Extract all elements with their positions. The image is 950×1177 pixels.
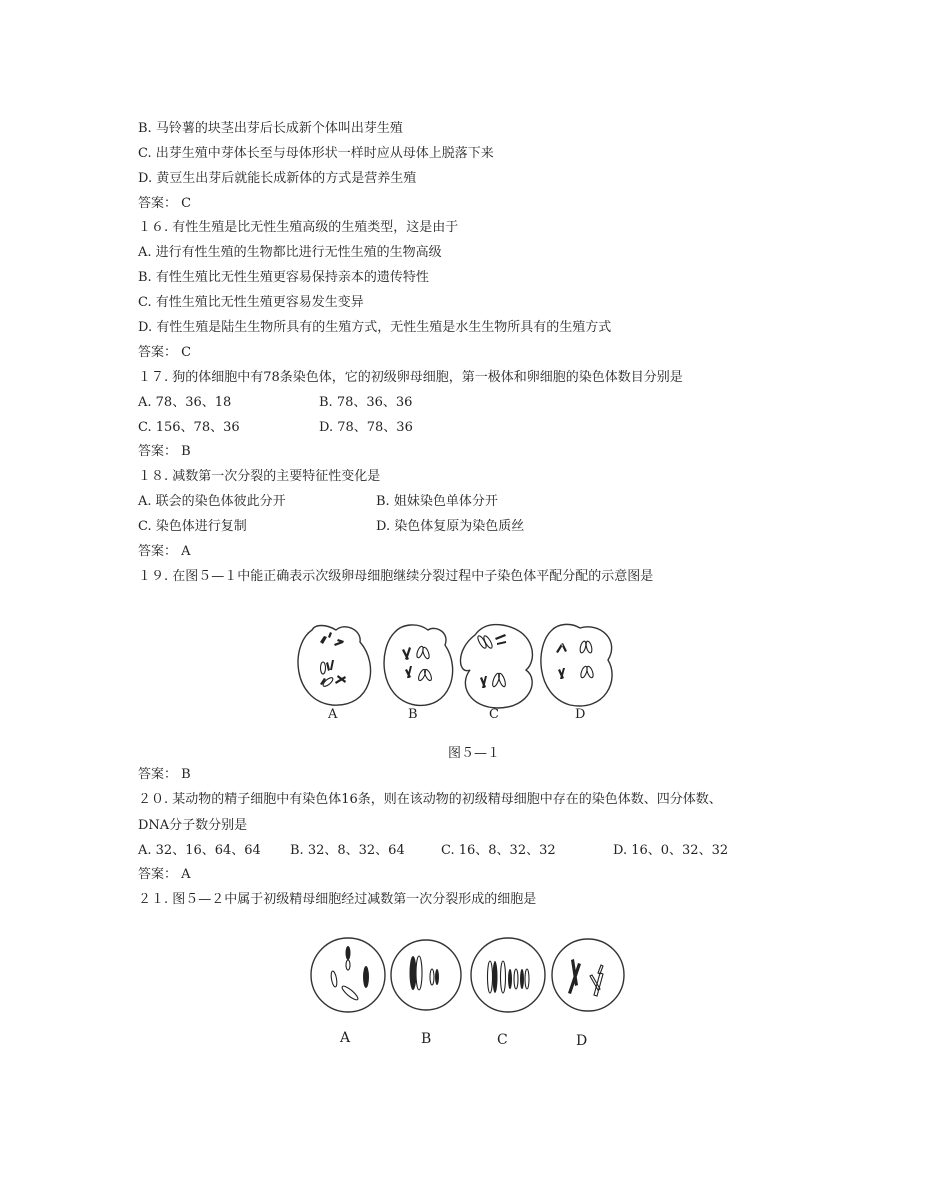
q16-option-a: A. 进行有性生殖的生物都比进行无性生殖的生物高级 xyxy=(138,245,442,260)
q20-answer: 答案： A xyxy=(138,867,191,882)
figure-5-2-cell-d xyxy=(552,939,624,1011)
q18-answer: 答案： A xyxy=(138,544,191,559)
q16-option-c: C. 有性生殖比无性生殖更容易发生变异 xyxy=(138,295,364,310)
q18-stem: １８. 减数第一次分裂的主要特征性变化是 xyxy=(138,469,381,484)
q19-stem: １９. 在图５—１中能正确表示次级卵母细胞继续分裂过程中子染色体平配分配的示意图是 xyxy=(138,569,654,584)
q18-option-a: A. 联会的染色体彼此分开 xyxy=(138,494,286,509)
figure-5-2-cell-c xyxy=(471,938,545,1012)
figure-5-1-label-b: B xyxy=(408,707,418,722)
q16-option-b: B. 有性生殖比无性生殖更容易保持亲本的遗传特性 xyxy=(138,270,429,285)
q15-option-c: C. 出芽生殖中芽体长至与母体形状一样时应从母体上脱落下来 xyxy=(138,146,494,161)
q21-stem: ２１. 图５—２中属于初级精母细胞经过减数第一次分裂形成的细胞是 xyxy=(138,892,537,907)
q17-stem: １７. 狗的体细胞中有78条染色体，它的初级卵母细胞，第一极体和卵细胞的染色体数目分别是 xyxy=(138,370,683,385)
q17-option-b: B. 78、36、36 xyxy=(319,395,413,410)
figure-5-1-cell-c xyxy=(460,625,532,708)
q15-answer: 答案： C xyxy=(138,196,192,211)
figure-5-1-label-a: A xyxy=(328,707,338,722)
q20-stem-line-2: DNA分子数分别是 xyxy=(138,818,248,833)
q20-stem-line-1: ２０. 某动物的精子细胞中有染色体16条，则在该动物的初级精母细胞中存在的染色体数、四分体数、 xyxy=(138,792,722,807)
q20-option-b: B. 32、8、32、64 xyxy=(290,843,405,858)
q18-option-c: C. 染色体进行复制 xyxy=(138,519,247,534)
figure-5-1 xyxy=(290,620,620,720)
q16-stem: １６. 有性生殖是比无性生殖高级的生殖类型，这是由于 xyxy=(138,220,459,235)
q15-option-d: D. 黄豆生出芽后就能长成新体的方式是营养生殖 xyxy=(138,171,417,186)
q20-option-a: A. 32、16、64、64 xyxy=(138,843,261,858)
figure-5-2-label-d: D xyxy=(576,1033,588,1049)
q15-option-b: B. 马铃薯的块茎出芽后长成新个体叫出芽生殖 xyxy=(138,121,403,136)
figure-5-1-label-d: D xyxy=(575,707,586,722)
q17-option-a: A. 78、36、18 xyxy=(138,395,232,410)
figure-5-2-label-c: C xyxy=(497,1032,508,1048)
q20-option-d: D. 16、0、32、32 xyxy=(613,843,729,858)
figure-5-1-cell-b xyxy=(384,625,453,706)
figure-5-1-cell-a xyxy=(298,626,371,706)
figure-5-1-caption: 图５—１ xyxy=(448,746,501,761)
figure-5-2 xyxy=(310,935,630,1020)
q17-answer: 答案： B xyxy=(138,444,191,459)
figure-5-1-label-c: C xyxy=(489,707,499,722)
q18-option-b: B. 姐妹染色单体分开 xyxy=(376,494,498,509)
figure-5-1-cell-d xyxy=(541,624,612,706)
figure-5-2-cell-a xyxy=(311,938,385,1012)
q17-option-c: C. 156、78、36 xyxy=(138,420,240,435)
q20-option-c: C. 16、8、32、32 xyxy=(441,843,556,858)
q16-option-d: D. 有性生殖是陆生生物所具有的生殖方式，无性生殖是水生生物所具有的生殖方式 xyxy=(138,320,612,335)
q18-option-d: D. 染色体复原为染色质丝 xyxy=(376,519,525,534)
q17-option-d: D. 78、78、36 xyxy=(319,420,413,435)
figure-5-2-label-b: B xyxy=(421,1031,432,1047)
figure-5-2-label-a: A xyxy=(340,1030,351,1046)
q16-answer: 答案： C xyxy=(138,345,192,360)
figure-5-2-cell-b xyxy=(391,940,461,1010)
q19-answer: 答案： B xyxy=(138,767,191,782)
